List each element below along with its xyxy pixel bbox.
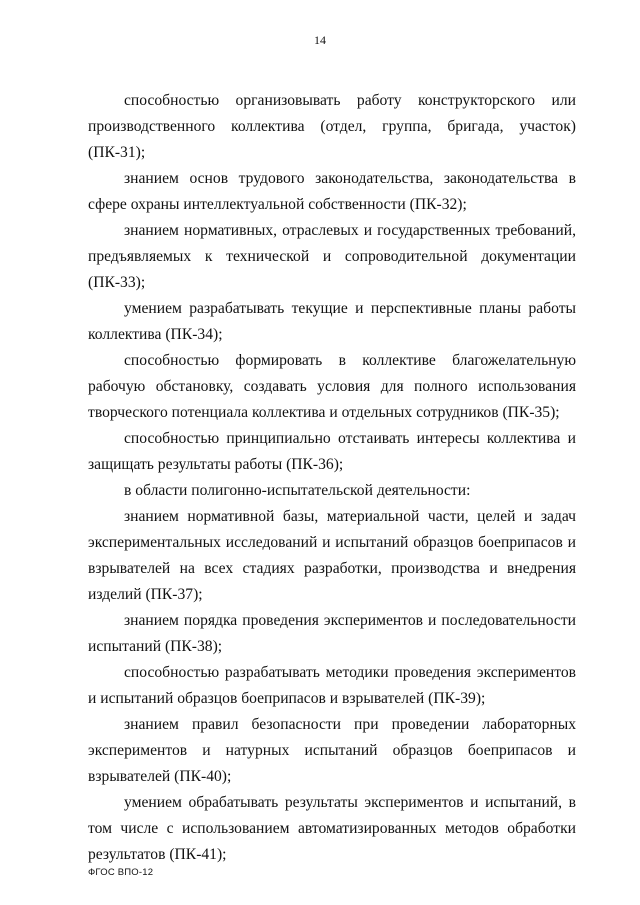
paragraph-pk41: умением обрабатывать результаты экспериментов и испытаний, в том числе с использованием автоматизированных методов обработки результатов (ПК-41);	[88, 794, 576, 863]
paragraph-pk39: способностью разрабатывать методики проведения экспериментов и испытаний образцов боеприпасов и взрывателей (ПК-39);	[88, 664, 576, 707]
paragraph-pk40: знанием правил безопасности при проведении лабораторных экспериментов и натурных испытаний образцов боеприпасов и взрывателей (ПК-40);	[88, 716, 576, 785]
paragraph-pk38: знанием порядка проведения экспериментов и последовательности испытаний (ПК-38);	[88, 612, 576, 655]
paragraph-pk35: способностью формировать в коллективе благожелательную рабочую обстановку, создавать условия для полного использования творческого потенциала коллектива и отдельных сотрудников (ПК-35);	[88, 352, 576, 421]
page-number: 14	[314, 33, 326, 47]
paragraph-pk32: знанием основ трудового законодательства, законодательства в сфере охраны интеллектуальной собственности (ПК-32);	[88, 170, 576, 213]
section-heading-testing: в области полигонно-испытательской деятельности:	[124, 482, 471, 499]
paragraph-pk31: способностью организовывать работу конструкторского или производственного коллектива (отдел, группа, бригада, участок) (ПК-31);	[88, 92, 576, 161]
paragraph-pk37: знанием нормативной базы, материальной части, целей и задач экспериментальных исследований и испытаний образцов боеприпасов и взрывателей на всех стадиях разработки, производства и внедрения изделий (ПК-37);	[88, 508, 576, 603]
paragraph-pk34: умением разрабатывать текущие и перспективные планы работы коллектива (ПК-34);	[88, 300, 576, 343]
paragraph-pk33: знанием нормативных, отраслевых и государственных требований, предъявляемых к технической и сопроводительной документации (ПК-33);	[88, 222, 576, 291]
footer-label: ФГОС ВПО-12	[88, 867, 154, 878]
paragraph-pk36: способностью принципиально отстаивать интересы коллектива и защищать результаты работы (ПК-36);	[88, 430, 576, 473]
document-body	[88, 88, 576, 868]
